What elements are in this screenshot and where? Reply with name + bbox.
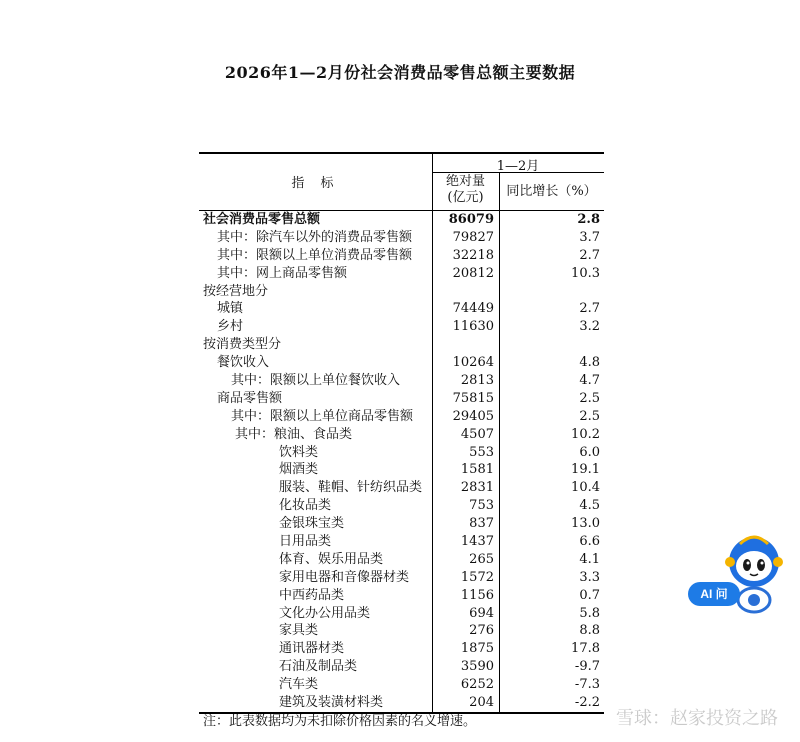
data-table [199,152,604,714]
row-yoy-value: 10.2 [571,426,600,442]
row-yoy-value: 4.7 [579,373,600,389]
table-row [199,515,604,533]
row-absolute-value: 10264 [452,355,494,371]
row-indicator: 化妆品类 [279,498,332,514]
row-absolute-value: 2831 [460,480,494,496]
row-indicator: 其中：除汽车以外的消费品零售额 [217,229,413,245]
page-title: 2026年1—2月份社会消费品零售总额主要数据 [224,63,576,82]
row-absolute-value: 20812 [452,265,494,281]
header-unit-label: (亿元) [447,190,484,205]
row-absolute-value: 74449 [452,301,494,317]
row-indicator: 餐饮收入 [217,355,270,371]
table-row [199,676,604,694]
header-absolute-label: 绝对量 [445,174,485,189]
table-row [199,640,604,658]
row-indicator: 服装、鞋帽、针纺织品类 [279,480,423,496]
ai-ask-button[interactable]: AI 问 [688,582,740,606]
ai-assistant[interactable] [688,528,788,618]
row-yoy-value: 4.8 [579,355,600,371]
row-indicator: 其中：限额以上单位消费品零售额 [217,247,413,263]
row-yoy-value: 5.8 [579,605,600,621]
row-yoy-value: 0.7 [579,587,600,603]
table-body [199,211,604,712]
row-indicator: 乡村 [217,319,244,335]
table-row [199,605,604,623]
row-indicator: 其中：粮油、食品类 [235,426,353,442]
row-indicator: 烟酒类 [279,462,319,478]
row-indicator: 家用电器和音像器材类 [279,569,410,585]
table-row [199,211,604,229]
row-indicator: 通讯器材类 [279,641,345,657]
row-yoy-value: 2.5 [579,408,600,424]
row-indicator: 建筑及装潢材料类 [279,695,384,711]
row-absolute-value: 1572 [460,569,494,585]
table-row [199,479,604,497]
row-indicator: 其中：限额以上单位商品零售额 [231,408,414,424]
table-row [199,658,604,676]
row-yoy-value: 3.2 [579,319,600,335]
row-yoy-value: 4.5 [579,498,600,514]
row-absolute-value: 276 [469,623,494,639]
row-absolute-value: 553 [469,444,494,460]
row-absolute-value: 11630 [452,319,494,335]
row-yoy-value: 10.4 [571,480,600,496]
header-indicator: 指 标 [291,176,340,191]
row-indicator: 金银珠宝类 [279,516,345,532]
row-indicator: 日用品类 [279,534,332,550]
table-row [199,229,604,247]
row-yoy-value: 2.8 [577,212,600,227]
row-absolute-value: 4507 [460,426,494,442]
row-yoy-value: 2.7 [579,301,600,317]
row-absolute-value: 32218 [452,247,494,263]
row-absolute-value: 86079 [448,212,494,227]
table-row [199,283,604,301]
row-yoy-value: 8.8 [579,623,600,639]
row-absolute-value: 1156 [460,587,494,603]
table-row [199,372,604,390]
row-absolute-value: 1581 [460,462,494,478]
row-yoy-value: -7.3 [574,677,600,693]
row-yoy-value: 6.0 [579,444,600,460]
row-yoy-value: 13.0 [571,516,600,532]
row-yoy-value: -2.2 [574,695,600,711]
row-indicator: 汽车类 [279,677,319,693]
row-indicator: 社会消费品零售总额 [203,212,321,227]
table-row [199,461,604,479]
table-row [199,444,604,462]
table-header [199,152,604,211]
watermark: 雪球：赵家投资之路 [616,708,778,728]
row-indicator: 按消费类型分 [203,337,282,353]
row-absolute-value: 75815 [452,390,494,406]
row-yoy-value: 3.3 [579,569,600,585]
table-row [199,318,604,336]
table-row [199,408,604,426]
row-yoy-value: -9.7 [574,659,600,675]
table-row [199,390,604,408]
row-absolute-value: 2813 [460,373,494,389]
row-absolute-value: 3590 [460,659,494,675]
row-absolute-value: 29405 [452,408,494,424]
header-period: 1—2月 [496,159,540,174]
table-row [199,587,604,605]
row-yoy-value: 10.3 [571,265,600,281]
row-indicator: 体育、娱乐用品类 [279,551,384,567]
row-indicator: 商品零售额 [217,390,283,406]
row-indicator: 文化办公用品类 [279,605,371,621]
row-yoy-value: 2.5 [579,390,600,406]
table-row [199,354,604,372]
row-yoy-value: 3.7 [579,229,600,245]
row-absolute-value: 204 [469,695,494,711]
table-row [199,533,604,551]
row-absolute-value: 837 [469,516,494,532]
row-indicator: 中西药品类 [279,587,345,603]
row-indicator: 家具类 [279,623,319,639]
row-absolute-value: 79827 [452,229,494,245]
row-yoy-value: 17.8 [571,641,600,657]
table-row [199,497,604,515]
row-absolute-value: 694 [469,605,494,621]
header-yoy: 同比增长（%） [506,184,597,199]
table-row [199,265,604,283]
row-absolute-value: 6252 [460,677,494,693]
row-absolute-value: 1437 [460,534,494,550]
row-absolute-value: 265 [469,551,494,567]
row-indicator: 石油及制品类 [279,659,358,675]
table-row [199,247,604,265]
table-row [199,569,604,587]
table-row [199,551,604,569]
row-indicator: 其中：网上商品零售额 [217,265,348,281]
row-yoy-value: 2.7 [579,247,600,263]
row-indicator: 饮料类 [279,444,319,460]
row-yoy-value: 4.1 [579,551,600,567]
row-indicator: 城镇 [217,301,244,317]
table-row [199,336,604,354]
row-indicator: 其中：限额以上单位餐饮收入 [231,373,401,389]
row-yoy-value: 19.1 [571,462,600,478]
footnote: 注：此表数据均为未扣除价格因素的名义增速。 [203,714,477,729]
row-yoy-value: 6.6 [579,534,600,550]
row-absolute-value: 753 [469,498,494,514]
table-row [199,300,604,318]
header-absolute [432,174,499,206]
row-absolute-value: 1875 [460,641,494,657]
table-row [199,426,604,444]
table-row [199,622,604,640]
row-indicator: 按经营地分 [203,283,269,299]
